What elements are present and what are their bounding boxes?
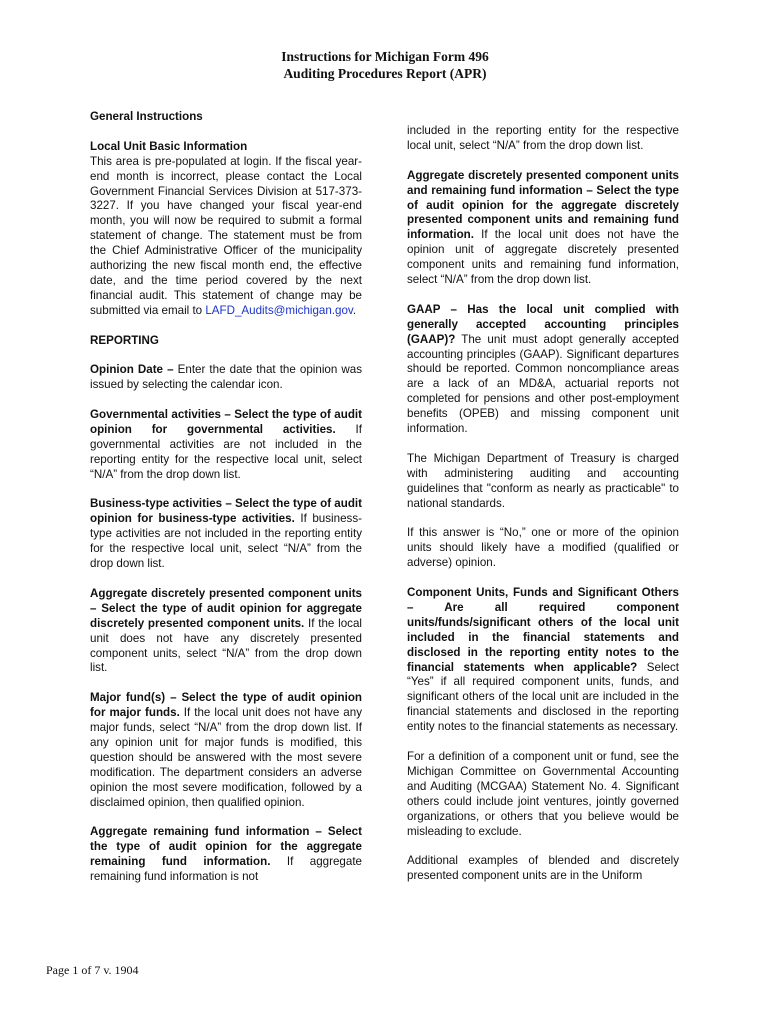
right-column [407, 124, 679, 884]
general-instructions-heading: General Instructions [90, 110, 203, 123]
document-title [0, 48, 770, 82]
business-type-activities-section: Business-type activities – Select the type of audit opinion for business-type activities. If business-type activities are not included in the reporting entity for the respective local unit, select “N/A” from the drop down list. [90, 497, 362, 571]
governmental-activities-section: Governmental activities – Select the type of audit opinion for governmental activities. If governmental activities are not included in the reporting entity for the respective local unit, select “N/A” from the drop down list. [90, 408, 362, 481]
reporting-heading: REPORTING [90, 333, 159, 347]
definition-paragraph: For a definition of a component unit or fund, see the Michigan Committee on Governmental Accounting and Auditing (MCGAA) Statement No. 4. Significant others could include joint ventures, jointly governed organizations, or others that you believe would be misleading to exclude. [407, 749, 679, 838]
local-unit-section: Local Unit Basic Information This area is pre-populated at login. If the fiscal year-end month is incorrect, please contact the Local Government Financial Services Division at 517-373-3227. If you have changed your fiscal year-end month, you will now be required to submit a formal statement of change. The statement must be from the Chief Administrative Officer of the municipality authorizing the new fiscal month end, the effective date, and the time period covered by the next financial audit. This statement of change may be submitted via email to LAFD_Audits@michigan.gov. [90, 139, 362, 317]
title-line-2: Auditing Procedures Report (APR) [283, 66, 487, 81]
aggregate-dpcu-remaining-section: Aggregate discretely presented component units and remaining fund information – Select the type of audit opinion for the aggregate discretely presented component units and remaining fund information. If the local unit does not have the opinion unit of aggregate discretely presented component units and remaining fund information, select “N/A” from the drop down list. [407, 168, 679, 287]
title-line-1: Instructions for Michigan Form 496 [281, 49, 489, 64]
page-footer: Page 1 of 7 v. 1904 [46, 963, 139, 977]
examples-paragraph: Additional examples of blended and discretely presented component units are in the Uniform [407, 854, 679, 883]
gaap-section: GAAP – Has the local unit complied with generally accepted accounting principles (GAAP)? The unit must adopt generally accepted accounting principles (GAAP). Significant departures should be reported. Common noncompliance areas are a lack of an MD&A, actuarial reports not completed for pensions and other post-employment benefits (OPEB) and missing component unit information. [407, 302, 679, 436]
local-unit-text: This area is pre-populated at login. If the fiscal year-end month is incorrect, please contact the Local Government Financial Services Division at 517-373-3227. If you have changed your fiscal year-end month, you will now be required to submit a formal statement of change. The statement must be from the Chief Administrative Officer of the municipality authorizing the new fiscal month end, the effective date, and the time period covered by the next financial audit. This statement of change may be submitted via email to [90, 154, 362, 317]
local-unit-heading: Local Unit Basic Information [90, 139, 248, 153]
no-answer-paragraph: If this answer is “No,” one or more of the opinion units should likely have a modified (qualified or adverse) opinion. [407, 526, 679, 570]
aggregate-discretely-presented-section: Aggregate discretely presented component units – Select the type of audit opinion for aggregate discretely presented component units. If the local unit does not have any discretely presented component units, select “N/A” from the drop down list. [90, 586, 362, 675]
aggregate-remaining-fund-section: Aggregate remaining fund information – Select the type of audit opinion for the aggregate remaining fund information. If aggregate remaining fund information is not [90, 825, 363, 884]
continued-text: included in the reporting entity for the respective local unit, select “N/A” from the drop down list. [407, 124, 679, 152]
component-units-section: Component Units, Funds and Significant Others – Are all required component units/funds/significant others of the local unit included in the financial statements and disclosed in the reporting entity notes to the financial statements when applicable? Select “Yes” if all required component units, funds, and significant others of the local unit are included in the financial statements and disclosed in the reporting entity notes to the financial statements as necessary. [407, 586, 679, 734]
opinion-date-section: Opinion Date – Enter the date that the opinion was issued by selecting the calendar icon. [90, 363, 363, 392]
treasury-paragraph: The Michigan Department of Treasury is charged with administering auditing and accounting guidelines that "conform as nearly as practicable" to national standards. [407, 451, 679, 510]
left-column [90, 110, 362, 885]
major-funds-section: Major fund(s) – Select the type of audit opinion for major funds. If the local unit does not have any major funds, select “N/A” from the drop down list. If any opinion unit for major funds is modified, this question should be answered with the most severe modification. The department considers an adverse opinion the most severe modification, followed by a disclaimed opinion, then qualified opinion. [90, 691, 362, 809]
email-link[interactable]: LAFD_Audits@michigan.gov [205, 303, 353, 317]
